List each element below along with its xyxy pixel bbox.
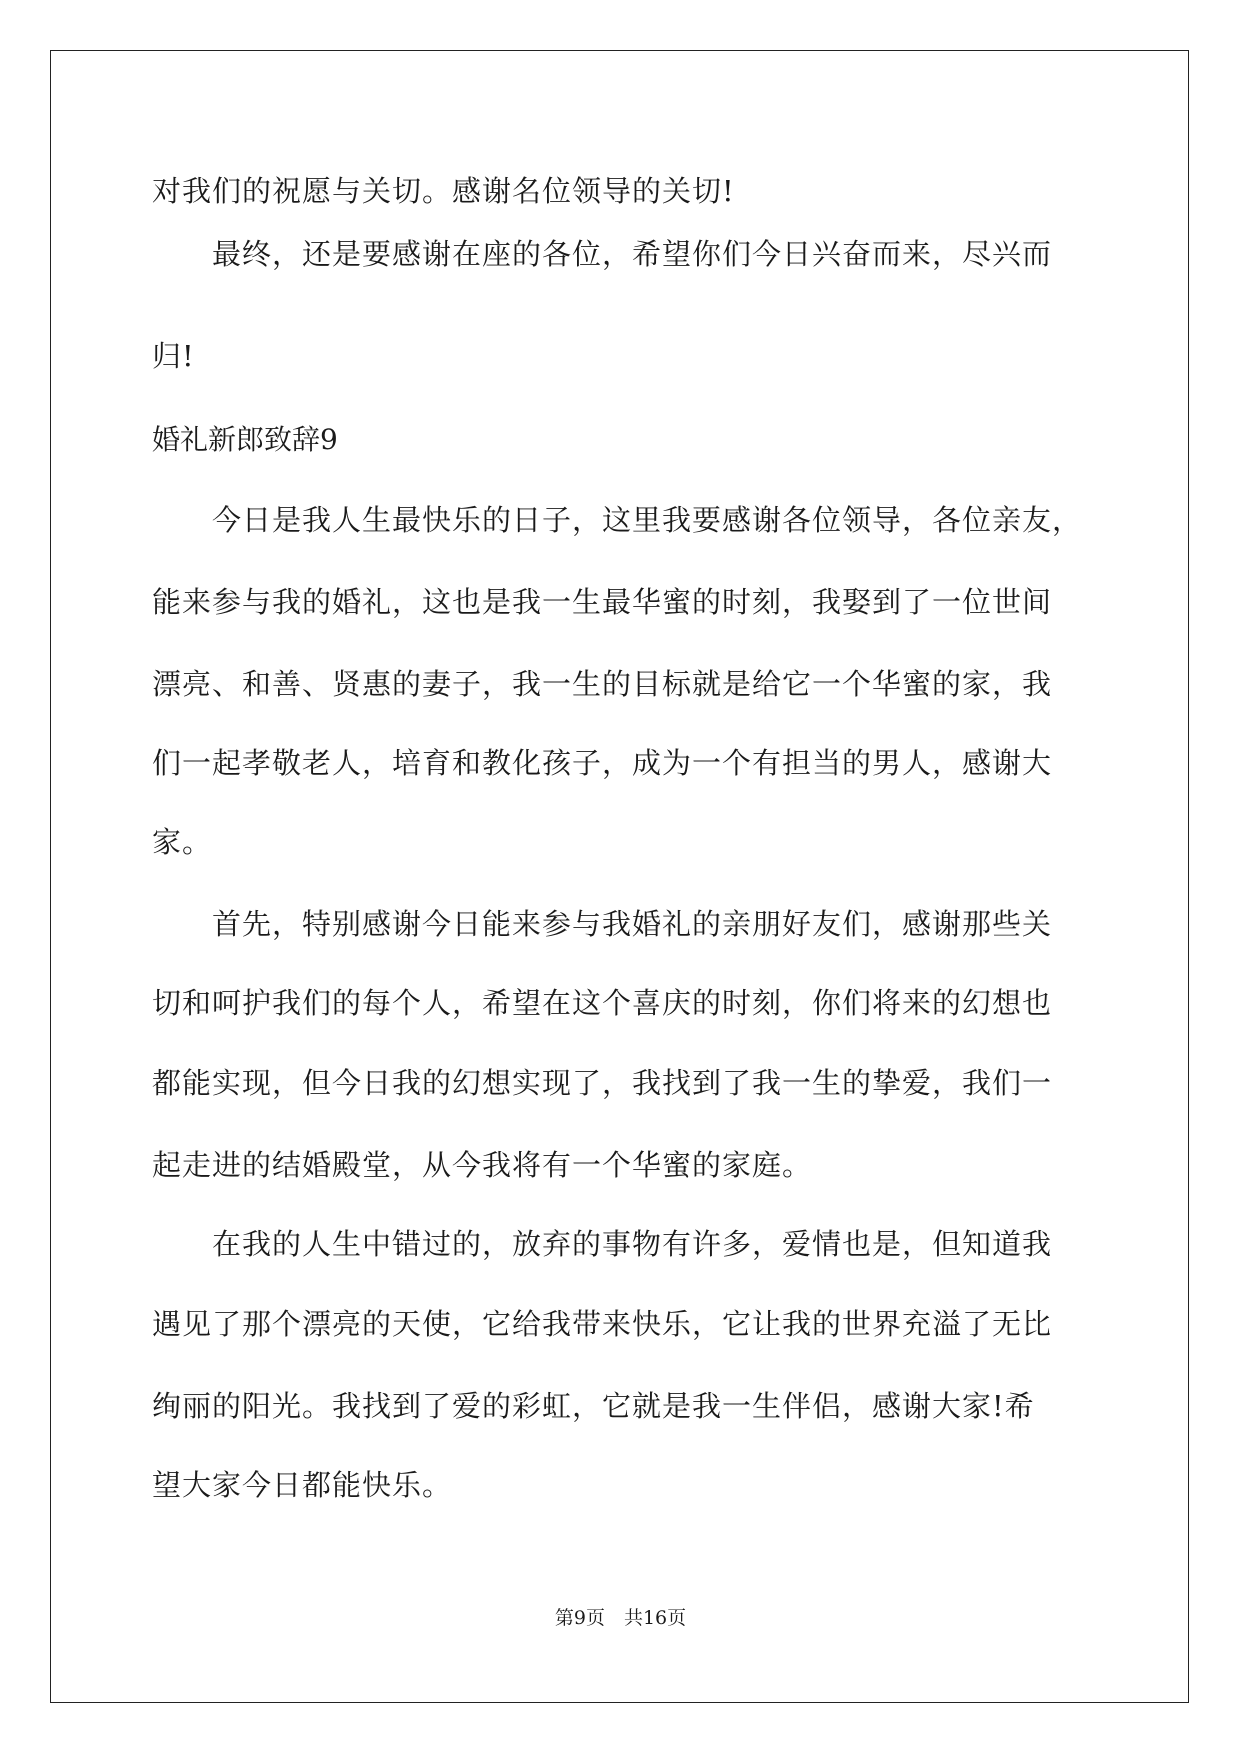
page-number-footer: 第9页 共16页	[554, 1607, 687, 1629]
text-line: 今日是我人生最快乐的日子，这里我要感谢各位领导，各位亲友，	[152, 503, 1083, 537]
text-line: 遇见了那个漂亮的天使，它给我带来快乐，它让我的世界充溢了无比	[152, 1307, 1053, 1341]
text-line: 最终，还是要感谢在座的各位，希望你们今日兴奋而来，尽兴而	[152, 237, 1053, 271]
text-line: 在我的人生中错过的，放弃的事物有许多，爱情也是，但知道我	[152, 1227, 1053, 1261]
text-line: 漂亮、和善、贤惠的妻子，我一生的目标就是给它一个华蜜的家，我	[152, 667, 1053, 701]
text-line: 绚丽的阳光。我找到了爱的彩虹，它就是我一生伴侣，感谢大家!希	[152, 1389, 1035, 1423]
text-line: 起走进的结婚殿堂，从今我将有一个华蜜的家庭。	[152, 1148, 813, 1182]
text-line: 归!	[152, 339, 195, 373]
section-heading: 婚礼新郎致辞9	[152, 423, 338, 456]
text-line: 都能实现，但今日我的幻想实现了，我找到了我一生的挚爱，我们一	[152, 1066, 1053, 1100]
text-line: 能来参与我的婚礼，这也是我一生最华蜜的时刻，我娶到了一位世间	[152, 585, 1053, 619]
text-line: 们一起孝敬老人，培育和教化孩子，成为一个有担当的男人，感谢大	[152, 746, 1053, 780]
text-line: 家。	[152, 825, 213, 859]
page-border	[50, 50, 1189, 1703]
text-line: 切和呵护我们的每个人，希望在这个喜庆的时刻，你们将来的幻想也	[152, 986, 1053, 1020]
text-line: 对我们的祝愿与关切。感谢名位领导的关切!	[152, 174, 735, 208]
text-line: 望大家今日都能快乐。	[152, 1468, 453, 1502]
text-line: 首先，特别感谢今日能来参与我婚礼的亲朋好友们，感谢那些关	[152, 907, 1053, 941]
